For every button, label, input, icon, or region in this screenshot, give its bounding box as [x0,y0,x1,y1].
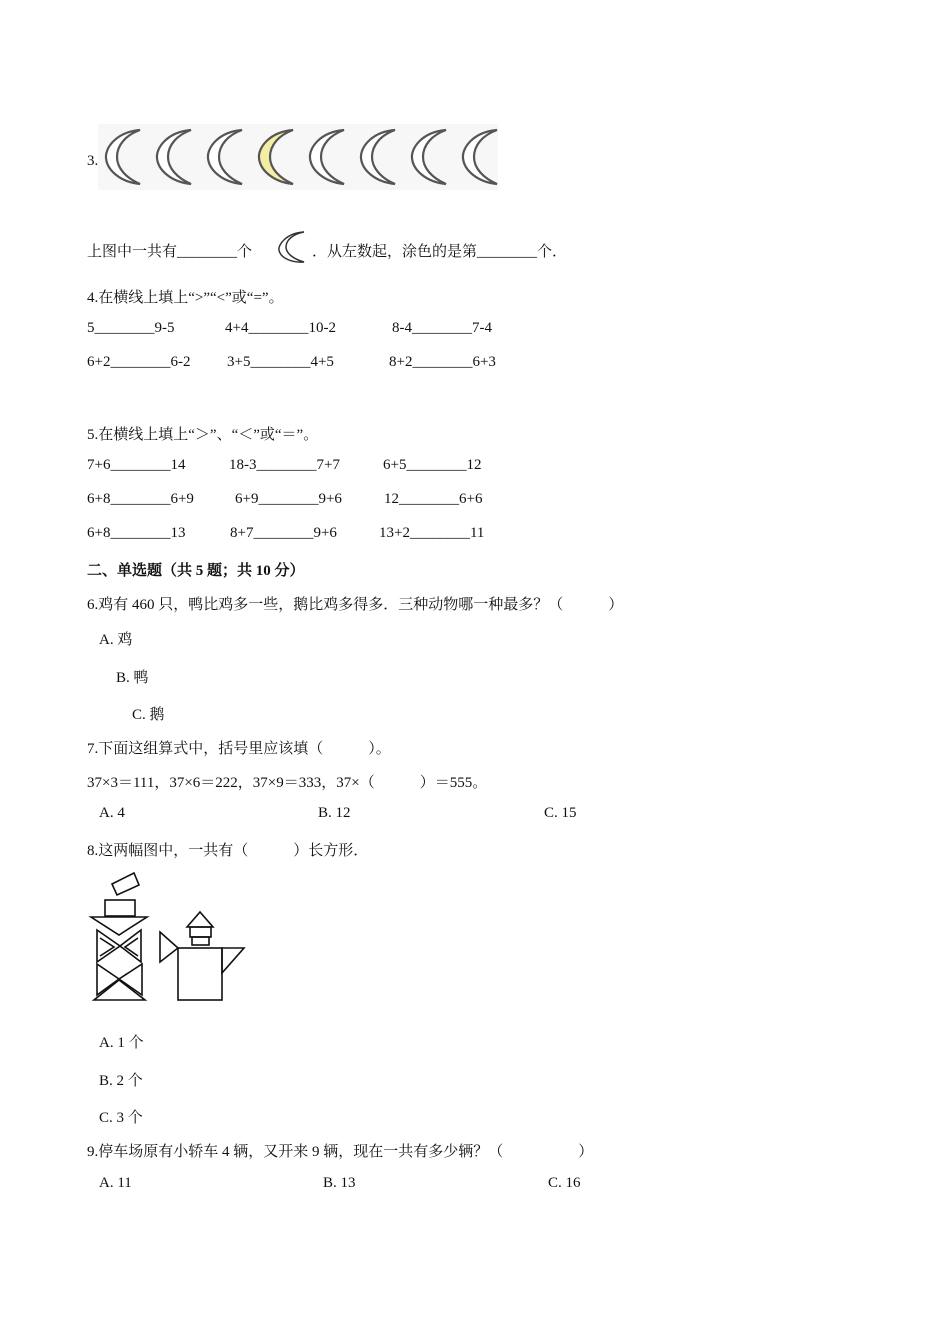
q4-r1-c3: 8-4________7-4 [392,320,492,336]
tangram-figures [88,868,248,1008]
q5-title: 5.在横线上填上“＞”、“＜”或“＝”。 [87,427,319,443]
q6-option-c[interactable]: C. 鹅 [132,707,165,723]
q3-sentence-b: ．从左数起，涂色的是第________个． [312,244,568,260]
q7-option-c[interactable]: C. 15 [544,805,577,821]
section-heading: 二、单选题（共 5 题；共 10 分） [87,563,305,579]
tangram-robot-figure [91,873,147,1000]
q9-stem: 9.停车场原有小轿车 4 辆，又开来 9 辆，现在一共有多少辆？（ ） [87,1144,594,1160]
q5-r2-c2: 6+9________9+6 [235,491,342,507]
q5-r1-c1: 7+6________14 [87,457,186,473]
q4-r2-c1: 6+2________6-2 [87,354,191,370]
q9-option-b[interactable]: B. 13 [323,1175,356,1191]
q4-r2-c2: 3+5________4+5 [227,354,334,370]
q5-r3-c1: 6+8________13 [87,525,186,541]
q7-equation: 37×3＝111，37×6＝222，37×9＝333，37×（ ）＝555。 [87,775,488,791]
q7-option-b[interactable]: B. 12 [318,805,351,821]
q5-r2-c1: 6+8________6+9 [87,491,194,507]
q4-r1-c1: 5________9-5 [87,320,175,336]
q4-r2-c3: 8+2________6+3 [389,354,496,370]
q9-option-a[interactable]: A. 11 [99,1175,132,1191]
q3-sentence-a: 上图中一共有________个 [87,244,253,260]
q5-r3-c2: 8+7________9+6 [230,525,337,541]
q6-option-b[interactable]: B. 鸭 [116,670,149,686]
q8-option-b[interactable]: B. 2 个 [99,1073,143,1089]
q5-r1-c2: 18-3________7+7 [229,457,340,473]
q5-r2-c3: 12________6+6 [384,491,483,507]
q8-option-c[interactable]: C. 3 个 [99,1110,143,1126]
q7-stem: 7.下面这组算式中，括号里应该填（ ）。 [87,741,391,757]
crescent-moon-icon [274,229,310,265]
tangram-kettle-figure [160,912,244,1000]
q4-r1-c2: 4+4________10-2 [225,320,336,336]
crescent-moon-row [98,124,498,190]
q6-stem: 6.鸡有 460 只，鸭比鸡多一些，鹅比鸡多得多．三种动物哪一种最多？（ ） [87,597,624,613]
q4-title: 4.在横线上填上“>”“<”或“=”。 [87,290,284,306]
q9-option-c[interactable]: C. 16 [548,1175,581,1191]
q5-r1-c3: 6+5________12 [383,457,482,473]
q7-option-a[interactable]: A. 4 [99,805,125,821]
q6-option-a[interactable]: A. 鸡 [99,632,133,648]
q8-option-a[interactable]: A. 1 个 [99,1035,144,1051]
q3-number: 3. [87,153,99,169]
q8-stem: 8.这两幅图中，一共有（ ）长方形． [87,843,369,859]
q5-r3-c3: 13+2________11 [379,525,485,541]
